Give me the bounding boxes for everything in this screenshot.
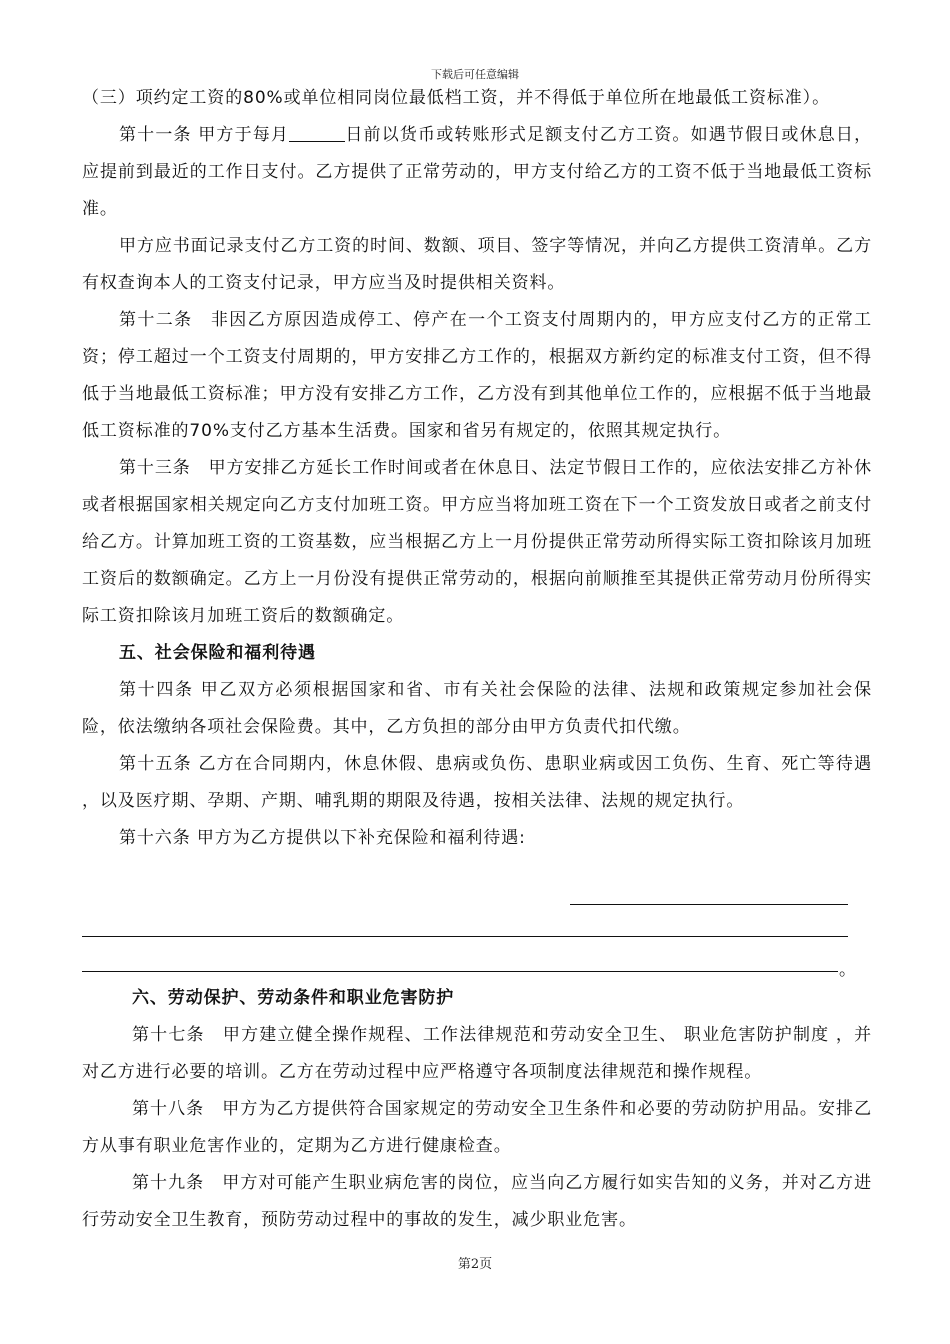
paragraph-article-15: 第十五条 乙方在合同期内，休息休假、患病或负伤、患职业病或因工负伤、生育、死亡等待遇 ，以及医疗期、孕期、产期、哺乳期的期限及待遇，按相关法律、法规的规定执行。 [82,754,872,811]
supplementary-insurance-blank-3 [82,971,838,972]
paragraph-article-14: 第十四条 甲乙双方必须根据国家和省、市有关社会保险的法律、法规和政策规定参加社会保险，依法缴纳各项社会保险费。其中，乙方负担的部分由甲方负责代扣代缴。 [82,680,872,737]
page-number: 第2页 [457,1257,493,1272]
supplementary-insurance-blank-1 [570,904,848,905]
blank-end-period: 。 [839,960,856,980]
paragraph-article-17: 第十七条 甲方建立健全操作规程、工作法律规范和劳动安全卫生、 职业危害防护制度 ，并对乙方进行必要的培训。乙方在劳动过程中应严格遵守各项制度法律规范和操作规程。 [82,1025,872,1082]
page-header: 下载后可任意编辑 [431,68,519,81]
article-11-text-before: 第十一条 甲方于每月 [119,125,290,145]
paragraph-article-12: 第十二条 非因乙方原因造成停工、停产在一个工资支付周期内的，甲方应支付乙方的正常工资；停工超过一个工资支付周期的，甲方安排乙方工作的，根据双方新约定的标准支付工资，但不得低于当地最低工资标准；甲方没有安排乙方工作，乙方没有到其他单位工作的，应根据不低于当地最低工资标准的70%支付乙方基本生活费。国家和省另有规定的，依照其规定执行。 [82,310,872,441]
section-heading-5: 五、社会保险和福利待遇 [119,643,316,663]
paragraph-article-16 [82,820,872,857]
pay-day-blank [289,121,345,142]
paragraph-item-3-clause: （三）项约定工资的80%或单位相同岗位最低档工资，并不得低于单位所在地最低工资标准）。 [82,88,830,108]
supplementary-insurance-blank-2 [82,936,848,937]
paragraph-article-19: 第十九条 甲方对可能产生职业病危害的岗位，应当向乙方履行如实告知的义务，并对乙方进行劳动安全卫生教育，预防劳动过程中的事故的发生，减少职业危害。 [82,1173,872,1230]
article-11-text-after: 日前以货币或转账形式足额支付乙方工资。如遇节假日或休息日，应提前到最近的工作日支付。乙方提供了正常劳动的，甲方支付给乙方的工资不低于当地最低工资标准。 [82,125,872,219]
paragraph-article-13: 第十三条 甲方安排乙方延长工作时间或者在休息日、法定节假日工作的，应依法安排乙方补休或者根据国家相关规定向乙方支付加班工资。甲方应当将加班工资在下一个工资发放日或者之前支付给乙方。计算加班工资的工资基数，应当根据乙方上一月份提供正常劳动所得实际工资扣除该月加班工资后的数额确定。乙方上一月份没有提供正常劳动的，根据向前顺推至其提供正常劳动月份所得实际工资扣除该月加班工资后的数额确定。 [82,458,872,626]
article-16-text: 第十六条 甲方为乙方提供以下补充保险和福利待遇: [119,828,526,848]
document-body [82,80,872,857]
paragraph-article-11 [82,117,872,228]
paragraph-wage-records: 甲方应书面记录支付乙方工资的时间、数额、项目、签字等情况，并向乙方提供工资清单。乙方有权查询本人的工资支付记录，甲方应当及时提供相关资料。 [82,236,872,293]
paragraph-article-18: 第十八条 甲方为乙方提供符合国家规定的劳动安全卫生条件和必要的劳动防护用品。安排乙方从事有职业危害作业的，定期为乙方进行健康检查。 [82,1099,872,1156]
section-heading-6: 六、劳动保护、劳动条件和职业危害防护 [132,988,455,1008]
document-body-continued [82,980,872,1239]
